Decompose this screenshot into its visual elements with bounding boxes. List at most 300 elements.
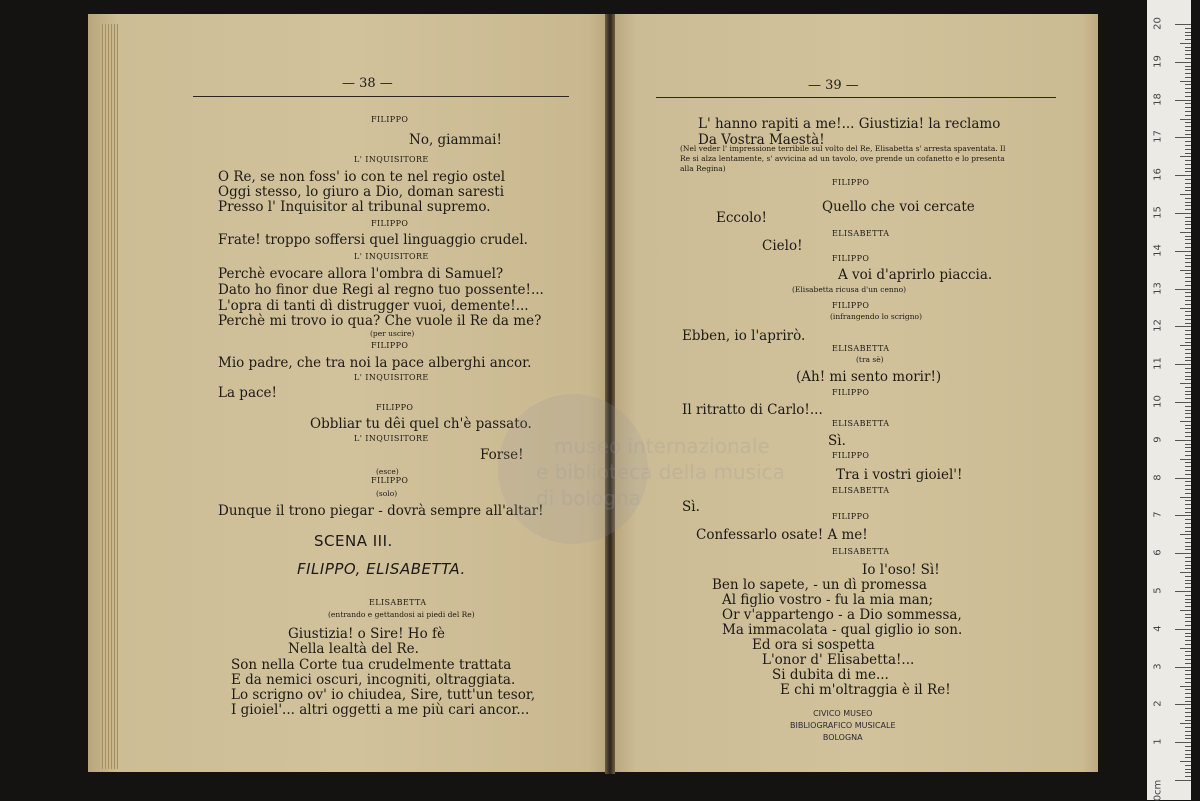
ruler-number: 10 xyxy=(1152,395,1164,408)
verse-line: Io l'oso! Sì! xyxy=(862,562,940,578)
ruler-tick xyxy=(1175,62,1191,63)
ruler-tick xyxy=(1185,304,1191,305)
stage-direction: (infrangendo lo scrigno) xyxy=(830,312,922,321)
ruler-tick xyxy=(1185,602,1191,603)
speaker-name: L' INQUISITORE xyxy=(354,155,429,164)
ruler-tick xyxy=(1185,772,1191,773)
verse-line: Confessarlo osate! A me! xyxy=(696,527,868,543)
ruler-tick xyxy=(1185,338,1191,339)
ruler-tick xyxy=(1185,481,1191,482)
ruler-tick xyxy=(1185,315,1191,316)
ruler-tick xyxy=(1185,73,1191,74)
speaker-name: ELISABETTA xyxy=(832,419,890,428)
ruler-tick xyxy=(1185,701,1191,702)
verse-line: Da Vostra Maestà! xyxy=(698,132,825,148)
ruler-tick xyxy=(1185,236,1191,237)
ruler-tick xyxy=(1185,311,1191,312)
ruler-tick xyxy=(1185,557,1191,558)
ruler-tick xyxy=(1185,508,1191,509)
ruler-tick xyxy=(1175,780,1191,781)
ruler-tick xyxy=(1185,678,1191,679)
verse-line: Lo scrigno ov' io chiudea, Sire, tutt'un tesor, xyxy=(231,687,536,703)
verse-line: Perchè evocare allora l'ombra di Samuel? xyxy=(218,266,504,282)
ruler-tick xyxy=(1185,387,1191,388)
ruler-tick xyxy=(1185,183,1191,184)
ruler-number: 6 xyxy=(1152,549,1164,556)
ruler-tick xyxy=(1175,742,1191,743)
verse-line: Quello che voi cercate xyxy=(822,199,975,215)
ruler-tick xyxy=(1185,527,1191,528)
ruler-tick xyxy=(1185,595,1191,596)
ruler-tick xyxy=(1185,273,1191,274)
ruler-number: 7 xyxy=(1152,511,1164,519)
ruler-tick xyxy=(1180,610,1191,611)
verse-line: L' hanno rapiti a me!... Giustizia! la reclamo xyxy=(698,116,1001,132)
ruler-number: 14 xyxy=(1152,243,1164,257)
ruler-tick xyxy=(1185,606,1191,607)
verse-line: Si dubita di me... xyxy=(772,667,889,683)
ruler-number: 19 xyxy=(1152,54,1164,68)
verse-line: Al figlio vostro - fu la mia man; xyxy=(722,592,934,608)
ruler-tick xyxy=(1185,519,1191,520)
ruler-tick xyxy=(1185,255,1191,256)
verse-line: Presso l' Inquisitor al tribunal supremo. xyxy=(218,199,491,215)
ruler-tick xyxy=(1185,428,1191,429)
ruler-tick xyxy=(1185,258,1191,259)
verse-line: Ed ora si sospetta xyxy=(752,637,875,653)
ruler-tick xyxy=(1185,187,1191,188)
ruler-number: 11 xyxy=(1152,357,1164,371)
ruler-tick xyxy=(1175,704,1191,705)
ruler-tick xyxy=(1185,531,1191,532)
verse-line: I gioiel'... altri oggetti a me più cari ancor... xyxy=(231,702,530,718)
ruler-tick xyxy=(1180,81,1191,82)
ruler-tick xyxy=(1185,693,1191,694)
ruler-tick xyxy=(1185,77,1191,78)
speaker-name: FILIPPO xyxy=(371,219,409,228)
ruler-tick xyxy=(1185,353,1191,354)
ruler-tick xyxy=(1185,376,1191,377)
page-edges xyxy=(102,24,118,769)
ruler-tick xyxy=(1185,757,1191,758)
ruler-tick xyxy=(1180,194,1191,195)
verse-line: O Re, se non foss' io con te nel regio ostel xyxy=(218,169,506,185)
ruler-tick xyxy=(1185,262,1191,263)
ruler-tick xyxy=(1185,134,1191,135)
watermark-text: e biblioteca della musica xyxy=(536,460,785,484)
ruler-tick xyxy=(1175,137,1191,138)
ruler-tick xyxy=(1185,462,1191,463)
ruler-number: 8 xyxy=(1152,473,1164,481)
ruler-tick xyxy=(1185,659,1191,660)
ruler-tick xyxy=(1185,583,1191,584)
ruler-tick xyxy=(1180,345,1191,346)
ruler-tick xyxy=(1175,591,1191,592)
ruler-tick xyxy=(1185,35,1191,36)
stage-direction: (tra sè) xyxy=(856,355,884,364)
speaker-name: ELISABETTA xyxy=(832,344,890,353)
verse-line: La pace! xyxy=(218,385,277,401)
ruler-tick xyxy=(1185,561,1191,562)
ruler-number: 16 xyxy=(1152,168,1164,182)
ruler-tick xyxy=(1175,289,1191,290)
ruler-tick xyxy=(1185,485,1191,486)
ruler-tick xyxy=(1185,576,1191,577)
ruler-tick xyxy=(1175,24,1191,25)
ruler-tick xyxy=(1185,720,1191,721)
ruler-number: 9 xyxy=(1152,436,1164,443)
ruler-tick xyxy=(1185,617,1191,618)
right-page xyxy=(612,14,1098,772)
ruler-tick xyxy=(1180,723,1191,724)
verse-line: Eccolo! xyxy=(716,210,767,226)
ruler-tick xyxy=(1185,549,1191,550)
verse-line: Sì. xyxy=(682,499,700,515)
ruler-tick xyxy=(1180,308,1191,309)
ruler-tick xyxy=(1185,580,1191,581)
ruler-tick xyxy=(1185,160,1191,161)
scene-characters: FILIPPO, ELISABETTA. xyxy=(297,560,466,578)
speaker-name: FILIPPO xyxy=(376,403,414,412)
ruler-tick xyxy=(1185,202,1191,203)
verse-line: Sì. xyxy=(828,433,846,449)
ruler-tick xyxy=(1185,735,1191,736)
verse-line: Perchè mi trovo io qua? Che vuole il Re da me? xyxy=(218,313,542,329)
ruler-tick xyxy=(1175,213,1191,214)
ruler-tick xyxy=(1185,716,1191,717)
ruler-tick xyxy=(1185,115,1191,116)
verse-line: Ben lo sapete, - un dì promessa xyxy=(712,577,927,593)
ruler-unit: 0cm xyxy=(1152,779,1164,801)
ruler-tick xyxy=(1185,92,1191,93)
ruler-tick xyxy=(1185,239,1191,240)
ruler-tick xyxy=(1185,663,1191,664)
ruler-tick xyxy=(1185,444,1191,445)
stage-direction: alla Regina) xyxy=(680,164,726,173)
ruler-tick xyxy=(1185,542,1191,543)
ruler-tick xyxy=(1185,640,1191,641)
ruler-tick xyxy=(1175,515,1191,516)
ruler-tick xyxy=(1185,285,1191,286)
ruler-tick xyxy=(1185,455,1191,456)
page-number: — 38 — xyxy=(342,76,393,91)
ruler-tick xyxy=(1185,243,1191,244)
ruler-tick xyxy=(1185,466,1191,467)
verse-line: L'onor d' Elisabetta!... xyxy=(762,652,915,668)
ruler-tick xyxy=(1185,731,1191,732)
ruler-tick xyxy=(1185,413,1191,414)
stage-direction: Re si alza lentamente, s' avvicina ad un tavolo, ove prende un cofanetto e lo presenta xyxy=(680,154,1005,163)
ruler-tick xyxy=(1185,126,1191,127)
ruler-tick xyxy=(1185,122,1191,123)
ruler-tick xyxy=(1185,451,1191,452)
ruler-tick xyxy=(1185,360,1191,361)
ruler-tick xyxy=(1185,738,1191,739)
verse-line: Ma immacolata - qual giglio io son. xyxy=(722,622,963,638)
speaker-name: L' INQUISITORE xyxy=(354,434,429,443)
ruler-tick xyxy=(1175,629,1191,630)
speaker-name: ELISABETTA xyxy=(832,229,890,238)
ruler-tick xyxy=(1185,670,1191,671)
ruler-tick xyxy=(1185,54,1191,55)
ruler-tick xyxy=(1185,103,1191,104)
ruler-tick xyxy=(1185,765,1191,766)
speaker-name: FILIPPO xyxy=(832,512,870,521)
ruler-tick xyxy=(1185,224,1191,225)
ruler-tick xyxy=(1185,368,1191,369)
ruler-number: 15 xyxy=(1152,206,1164,219)
ruler-tick xyxy=(1185,145,1191,146)
speaker-name: FILIPPO xyxy=(371,115,409,124)
open-book xyxy=(88,14,1098,774)
ruler-tick xyxy=(1185,406,1191,407)
ruler-tick xyxy=(1185,489,1191,490)
ruler-number: 12 xyxy=(1152,319,1164,333)
ruler-tick xyxy=(1180,383,1191,384)
ruler-tick xyxy=(1175,667,1191,668)
ruler-tick xyxy=(1185,28,1191,29)
ruler-tick xyxy=(1185,266,1191,267)
ruler-tick xyxy=(1185,708,1191,709)
verse-line: A voi d'aprirlo piaccia. xyxy=(838,267,993,283)
book-gutter xyxy=(605,14,615,774)
ruler-tick xyxy=(1180,421,1191,422)
speaker-name: ELISABETTA xyxy=(832,486,890,495)
stage-direction: (Nel veder l' impressione terribile sul volto del Re, Elisabetta s' arresta spaventata. Il xyxy=(680,144,1006,153)
verse-line: (Ah! mi sento morir!) xyxy=(796,369,942,385)
ruler-tick xyxy=(1185,130,1191,131)
verse-line: Il ritratto di Carlo!... xyxy=(682,402,823,418)
ruler-tick xyxy=(1185,281,1191,282)
speaker-name: FILIPPO xyxy=(832,301,870,310)
ruler-tick xyxy=(1185,228,1191,229)
watermark-text: di bologna xyxy=(536,486,641,510)
ruler-tick xyxy=(1185,153,1191,154)
ruler-tick xyxy=(1185,149,1191,150)
ruler-tick xyxy=(1185,697,1191,698)
ruler-tick xyxy=(1185,432,1191,433)
ruler-tick xyxy=(1185,410,1191,411)
verse-line: Or v'appartengo - a Dio sommessa, xyxy=(722,607,962,623)
ruler-tick xyxy=(1185,171,1191,172)
ruler-tick xyxy=(1185,32,1191,33)
ruler-tick xyxy=(1180,534,1191,535)
ruler-tick xyxy=(1185,568,1191,569)
ruler-tick xyxy=(1185,88,1191,89)
ruler-number: 17 xyxy=(1152,130,1164,144)
ruler-tick xyxy=(1180,761,1191,762)
ruler-tick xyxy=(1185,217,1191,218)
ruler-tick xyxy=(1180,43,1191,44)
ruler-tick xyxy=(1185,712,1191,713)
speaker-name: FILIPPO xyxy=(832,388,870,397)
speaker-name: ELISABETTA xyxy=(832,547,890,556)
ruler-tick xyxy=(1185,47,1191,48)
ruler-tick xyxy=(1185,599,1191,600)
verse-line: Nella lealtà del Re. xyxy=(288,641,419,657)
ruler-tick xyxy=(1185,565,1191,566)
ruler-tick xyxy=(1185,689,1191,690)
ruler-tick xyxy=(1185,349,1191,350)
ruler-tick xyxy=(1185,750,1191,751)
ruler-tick xyxy=(1185,769,1191,770)
ruler-tick xyxy=(1185,587,1191,588)
ruler-tick xyxy=(1185,277,1191,278)
ruler-tick xyxy=(1185,621,1191,622)
page-number: — 39 — xyxy=(808,78,859,93)
ruler-tick xyxy=(1180,232,1191,233)
ruler-tick xyxy=(1185,682,1191,683)
ruler-tick xyxy=(1185,633,1191,634)
ruler-tick xyxy=(1180,156,1191,157)
ruler-tick xyxy=(1185,323,1191,324)
ruler-tick xyxy=(1185,330,1191,331)
ruler-tick xyxy=(1175,100,1191,101)
ruler-tick xyxy=(1185,394,1191,395)
ruler-tick xyxy=(1185,50,1191,51)
verse-line: Dato ho finor due Regi al regno tuo possente!... xyxy=(218,282,544,298)
ruler-number: 1 xyxy=(1152,738,1164,745)
ruler-tick xyxy=(1185,198,1191,199)
stage-direction: (entrando e gettandosi ai piedi del Re) xyxy=(328,610,475,619)
ruler-tick xyxy=(1185,746,1191,747)
ruler-tick xyxy=(1180,648,1191,649)
ruler-tick xyxy=(1185,164,1191,165)
speaker-name: FILIPPO xyxy=(832,178,870,187)
ruler-tick xyxy=(1180,459,1191,460)
ruler-tick xyxy=(1175,402,1191,403)
ruler-tick xyxy=(1185,504,1191,505)
ruler-tick xyxy=(1185,651,1191,652)
measuring-ruler xyxy=(1147,0,1191,800)
ruler-tick xyxy=(1180,497,1191,498)
ruler-tick xyxy=(1185,644,1191,645)
ruler-tick xyxy=(1185,334,1191,335)
scene-heading: SCENA III. xyxy=(314,532,393,550)
ruler-tick xyxy=(1185,168,1191,169)
ruler-number: 4 xyxy=(1152,625,1164,632)
ruler-tick xyxy=(1185,674,1191,675)
ruler-tick xyxy=(1185,141,1191,142)
ruler-tick xyxy=(1185,500,1191,501)
ruler-tick xyxy=(1185,436,1191,437)
ruler-number: 18 xyxy=(1152,92,1164,106)
ruler-tick xyxy=(1185,292,1191,293)
header-rule xyxy=(656,97,1056,98)
speaker-name: FILIPPO xyxy=(371,341,409,350)
ruler-tick xyxy=(1175,478,1191,479)
left-page xyxy=(88,14,608,772)
ruler-tick xyxy=(1185,727,1191,728)
ruler-tick xyxy=(1185,179,1191,180)
ruler-tick xyxy=(1185,493,1191,494)
ruler-tick xyxy=(1185,58,1191,59)
verse-line: Cielo! xyxy=(762,238,803,254)
ruler-tick xyxy=(1185,209,1191,210)
ruler-tick xyxy=(1185,470,1191,471)
ruler-tick xyxy=(1185,84,1191,85)
ruler-tick xyxy=(1180,686,1191,687)
ruler-tick xyxy=(1175,364,1191,365)
ruler-tick xyxy=(1180,119,1191,120)
ruler-tick xyxy=(1185,512,1191,513)
verse-line: Forse! xyxy=(480,447,524,463)
ruler-tick xyxy=(1185,625,1191,626)
verse-line: E da nemici oscuri, incogniti, oltraggiata. xyxy=(231,672,516,688)
ruler-tick xyxy=(1185,111,1191,112)
verse-line: E chi m'oltraggia è il Re! xyxy=(780,682,951,698)
verse-line: Tra i vostri gioiel'! xyxy=(836,467,963,483)
ruler-tick xyxy=(1185,300,1191,301)
ruler-tick xyxy=(1185,69,1191,70)
verse-line: Oggi stesso, lo giuro a Dio, doman saresti xyxy=(218,184,505,200)
ruler-tick xyxy=(1185,221,1191,222)
ruler-tick xyxy=(1180,572,1191,573)
ruler-number: 13 xyxy=(1152,281,1164,295)
ruler-tick xyxy=(1185,523,1191,524)
ruler-tick xyxy=(1185,425,1191,426)
ruler-tick xyxy=(1185,614,1191,615)
ruler-tick xyxy=(1185,319,1191,320)
ruler-tick xyxy=(1185,655,1191,656)
verse-line: Giustizia! o Sire! Ho fè xyxy=(288,626,445,642)
ruler-tick xyxy=(1175,251,1191,252)
verse-line: Mio padre, che tra noi la pace alberghi ancor. xyxy=(218,355,532,371)
speaker-name: FILIPPO xyxy=(832,451,870,460)
ruler-tick xyxy=(1185,296,1191,297)
ruler-tick xyxy=(1185,474,1191,475)
ruler-tick xyxy=(1185,66,1191,67)
ruler-tick xyxy=(1185,247,1191,248)
ruler-tick xyxy=(1185,447,1191,448)
ruler-tick xyxy=(1185,379,1191,380)
ruler-tick xyxy=(1185,357,1191,358)
ruler-tick xyxy=(1185,372,1191,373)
ruler-number: 5 xyxy=(1152,587,1164,594)
stage-direction: (Elisabetta ricusa d'un cenno) xyxy=(792,285,907,294)
speaker-name: FILIPPO xyxy=(371,476,409,485)
ruler-tick xyxy=(1185,398,1191,399)
verse-line: Frate! troppo soffersi quel linguaggio crudel. xyxy=(218,232,528,248)
verse-line: L'opra di tanti dì distrugger vuoi, demente!... xyxy=(218,298,529,314)
ruler-tick xyxy=(1185,96,1191,97)
library-stamp: CIVICO MUSEO BIBLIOGRAFICO MUSICALE BOLOGNA xyxy=(790,709,896,742)
ruler-tick xyxy=(1175,326,1191,327)
speaker-name: L' INQUISITORE xyxy=(354,373,429,382)
verse-line: Ebben, io l'aprirò. xyxy=(682,328,806,344)
verse-line: Son nella Corte tua crudelmente trattata xyxy=(231,657,512,673)
verse-line: No, giammai! xyxy=(409,132,502,148)
ruler-number: 3 xyxy=(1152,662,1164,670)
verse-line: Dunque il trono piegar - dovrà sempre all'altar! xyxy=(218,503,544,519)
ruler-tick xyxy=(1175,553,1191,554)
ruler-tick xyxy=(1185,776,1191,777)
ruler-tick xyxy=(1185,391,1191,392)
header-rule xyxy=(193,96,569,97)
ruler-tick xyxy=(1185,190,1191,191)
ruler-number: 20 xyxy=(1152,17,1164,30)
ruler-tick xyxy=(1185,417,1191,418)
ruler-tick xyxy=(1185,754,1191,755)
speaker-name: FILIPPO xyxy=(832,254,870,263)
ruler-tick xyxy=(1185,107,1191,108)
ruler-tick xyxy=(1175,175,1191,176)
ruler-tick xyxy=(1180,270,1191,271)
ruler-tick xyxy=(1185,342,1191,343)
speaker-name: ELISABETTA xyxy=(369,598,427,607)
stage-direction: (solo) xyxy=(376,489,398,498)
verse-line: Obbliar tu dêi quel ch'è passato. xyxy=(310,416,532,432)
